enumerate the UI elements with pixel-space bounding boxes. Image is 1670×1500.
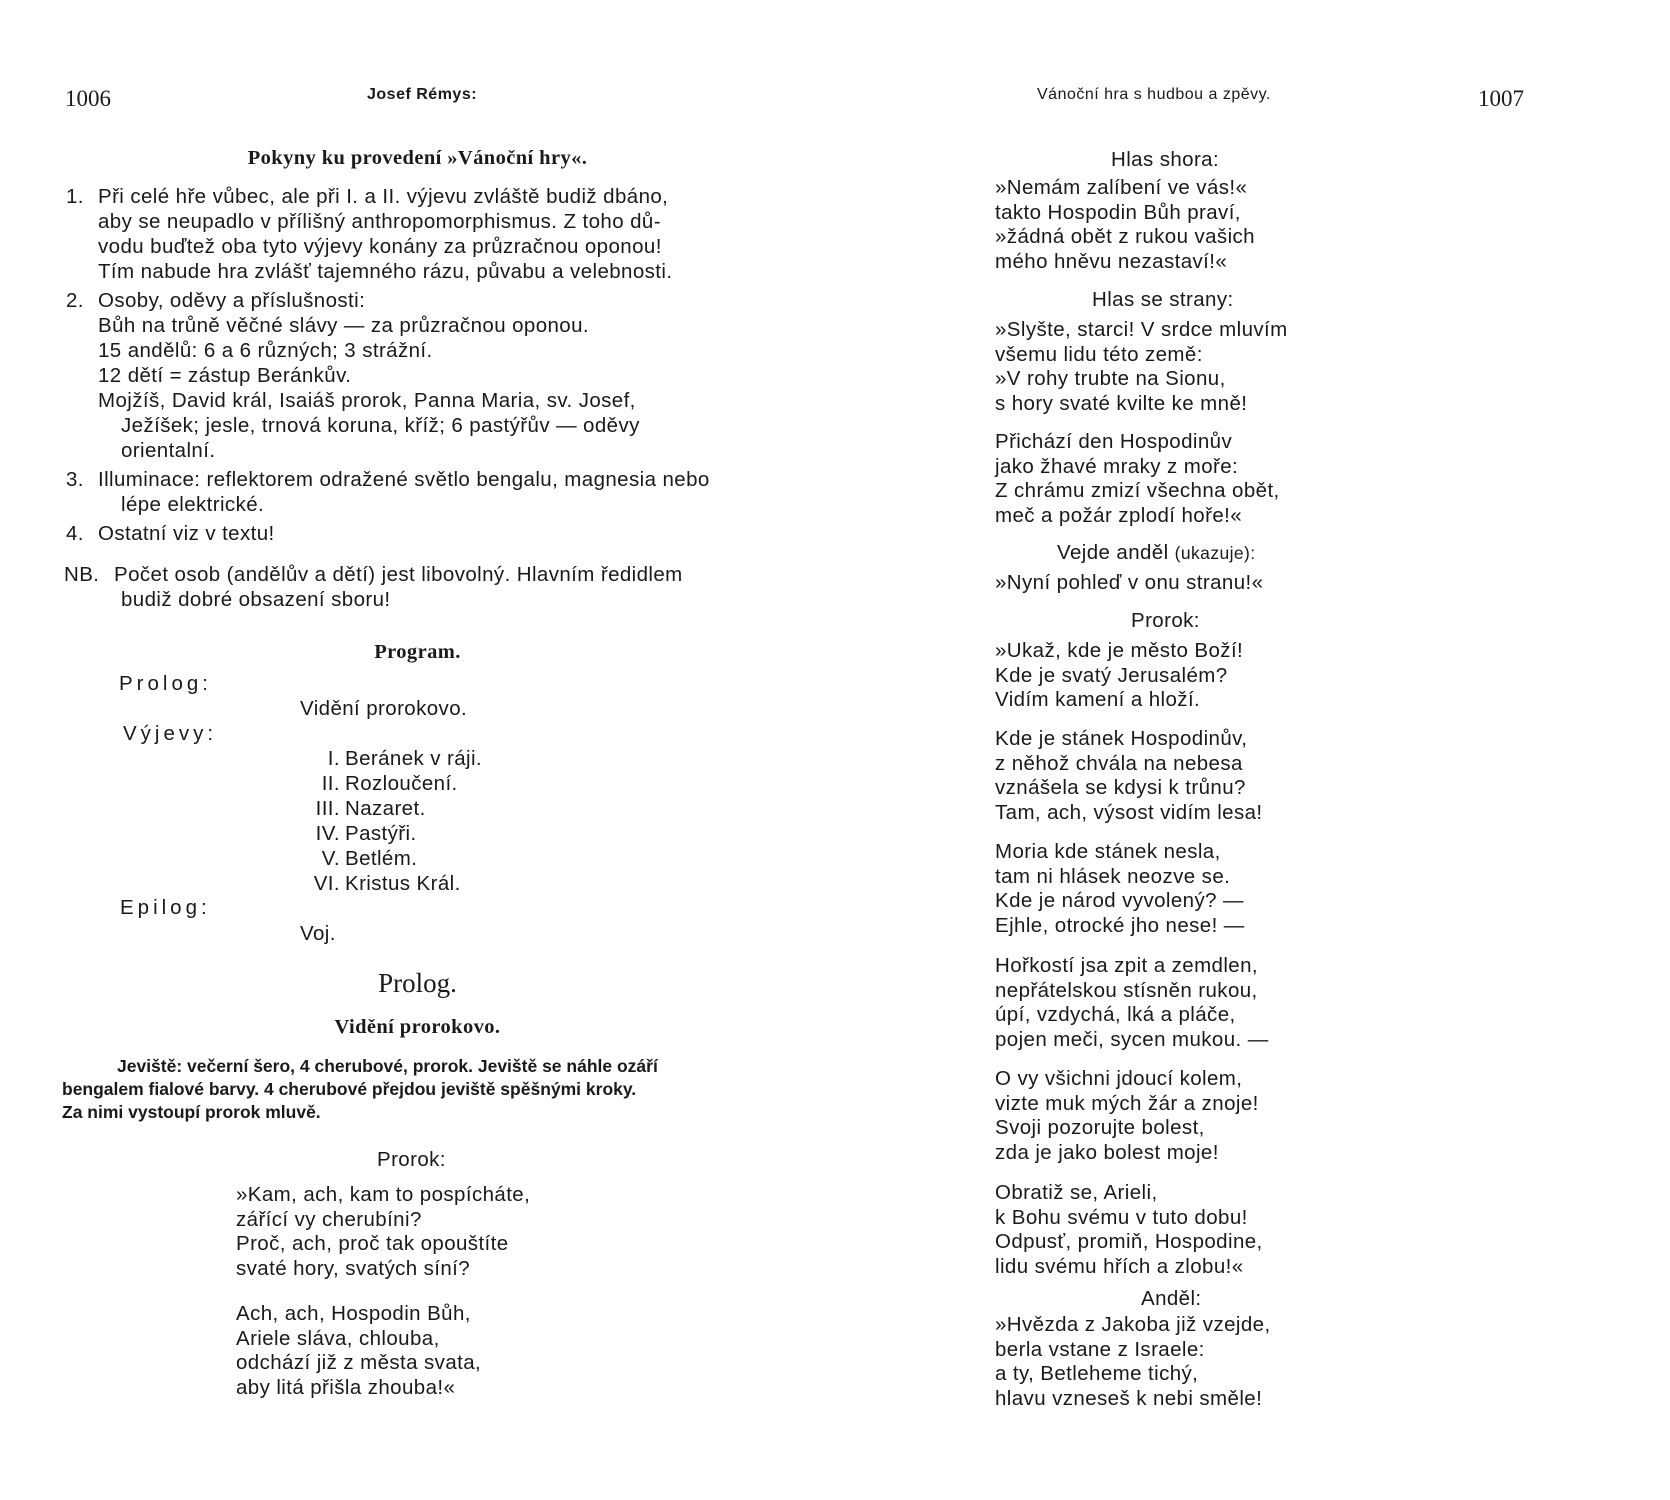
- verse-line: Ariele sláva, chlouba,: [236, 1326, 440, 1350]
- verse-line: vznášela se kdysi k trůnu?: [995, 776, 1246, 799]
- prolog-subheading: Vidění prorokovo.: [334, 1016, 501, 1038]
- verse-line: Tam, ach, výsost vidím lesa!: [995, 800, 1263, 824]
- verse-line: Odpusť, promiň, Hospodine,: [995, 1230, 1263, 1253]
- verse-line: Kde je stánek Hospodinův,: [995, 727, 1248, 750]
- verse-line: »Ukaž, kde je město Boží!: [995, 639, 1244, 662]
- running-head: Vánoční hra s hudbou a zpěvy.: [1037, 86, 1271, 103]
- verse-line: »Kam, ach, kam to pospícháte,: [236, 1183, 531, 1206]
- scene-number: III.: [315, 797, 340, 820]
- verse-line: odchází již z města svata,: [236, 1351, 482, 1374]
- instructions-title: Pokyny ku provedení »Vánoční hry«.: [247, 147, 588, 169]
- verse-line: Vidím kamení a hloží.: [995, 688, 1201, 711]
- scene-number: II.: [321, 772, 340, 795]
- item-line: Illuminace: reflektorem odražené světlo bengalu, magnesia nebo: [98, 468, 710, 491]
- item-line: Bůh na trůně věčné slávy — za průzračnou oponou.: [98, 314, 589, 337]
- verse-line: svaté hory, svatých síní?: [236, 1256, 471, 1280]
- verse-line: jako žhavé mraky z moře:: [995, 454, 1239, 478]
- verse-line: zářící vy cherubíni?: [236, 1207, 422, 1231]
- item-line: aby se neupadlo v přílišný anthropomorphismus. Z toho dů-: [98, 210, 661, 233]
- nb-label: NB.: [64, 563, 100, 586]
- speaker: Anděl:: [1141, 1287, 1202, 1310]
- verse-stanza: [995, 430, 1280, 528]
- speaker: [1057, 541, 1256, 566]
- right-page: [835, 0, 1670, 1500]
- verse-line: tam ni hlásek neozve se.: [995, 864, 1231, 888]
- verse-line: meč a požár zplodí hoře!«: [995, 503, 1243, 527]
- speaker: Hlas se strany:: [1092, 288, 1234, 311]
- item-number: 2.: [66, 289, 84, 312]
- verse-stanza: [995, 571, 1263, 596]
- verse-stanza: [995, 176, 1255, 274]
- verse-line: Kde je národ vyvolený? —: [995, 889, 1244, 912]
- verse-line: Ejhle, otrocké jho nese! —: [995, 913, 1245, 937]
- verse-line: »Slyšte, starci! V srdce mluvím: [995, 318, 1288, 341]
- verse-line: »V rohy trubte na Sionu,: [995, 367, 1226, 390]
- speaker: Hlas shora:: [1111, 148, 1220, 171]
- item-line: lépe elektrické.: [121, 493, 265, 516]
- verse-line: »žádná obět z rukou vašich: [995, 225, 1255, 248]
- scene-title: Nazaret.: [345, 797, 426, 820]
- program-title: Program.: [374, 641, 461, 663]
- verse-stanza: [236, 1183, 530, 1281]
- scene-number: IV.: [315, 822, 340, 845]
- verse-line: s hory svaté kvilte ke mně!: [995, 391, 1248, 415]
- verse-line: Přichází den Hospodinův: [995, 430, 1233, 453]
- item-number: 1.: [66, 185, 84, 208]
- item-line: Při celé hře vůbec, ale při I. a II. výjevu zvláště budiž dbáno,: [98, 185, 669, 208]
- verse-stanza: [236, 1302, 481, 1400]
- scene-number: VI.: [313, 872, 340, 895]
- prolog-value: Vidění prorokovo.: [300, 697, 468, 720]
- item-number: 3.: [66, 468, 84, 491]
- speaker: Prorok:: [1131, 609, 1200, 632]
- verse-line: Moria kde stánek nesla,: [995, 840, 1221, 863]
- scene-number: V.: [321, 847, 340, 870]
- verse-line: Proč, ach, proč tak opouštíte: [236, 1232, 509, 1255]
- scene-title: Beránek v ráji.: [345, 747, 483, 770]
- epilog-value: Voj.: [300, 922, 336, 945]
- verse-stanza: [995, 840, 1245, 938]
- verse-line: mého hněvu nezastaví!«: [995, 249, 1228, 273]
- scenes-label: Výjevy:: [123, 722, 218, 745]
- scene-title: Rozloučení.: [345, 772, 458, 795]
- verse-line: aby litá přišla zhouba!«: [236, 1375, 456, 1399]
- running-head: Josef Rémys:: [367, 86, 478, 103]
- item-line: orientalní.: [121, 439, 216, 462]
- verse-line: úpí, vzdychá, lká a pláče,: [995, 1003, 1236, 1026]
- verse-line: O vy všichni jdoucí kolem,: [995, 1067, 1243, 1090]
- nb-line: Počet osob (andělův a dětí) jest libovolný. Hlavním ředidlem: [114, 563, 683, 586]
- verse-line: Ach, ach, Hospodin Bůh,: [236, 1302, 471, 1325]
- item-line: Mojžíš, David král, Isaiáš prorok, Panna Maria, sv. Josef,: [98, 389, 636, 412]
- stage-line: bengalem fialové barvy. 4 cherubové přejdou jeviště spěšnými kroky.: [62, 1079, 637, 1099]
- epilog-label: Epilog:: [120, 896, 211, 919]
- item-line: Ostatní viz v textu!: [98, 522, 275, 545]
- verse-line: Svoji pozorujte bolest,: [995, 1116, 1205, 1139]
- verse-line: z něhož chvála na nebesa: [995, 751, 1243, 775]
- verse-line: takto Hospodin Bůh praví,: [995, 200, 1241, 224]
- scene-title: Pastýři.: [345, 822, 417, 845]
- item-line: Ježíšek; jesle, trnová koruna, kříž; 6 pastýřův — oděvy: [121, 414, 640, 437]
- verse-line: k Bohu svému v tuto dobu!: [995, 1205, 1248, 1229]
- verse-stanza: [995, 318, 1288, 416]
- verse-stanza: [995, 954, 1269, 1052]
- item-line: Tím nabude hra zvlášť tajemného rázu, půvabu a velebnosti.: [98, 260, 673, 283]
- verse-line: berla vstane z Israele:: [995, 1337, 1205, 1361]
- verse-line: lidu svému hřích a zlobu!«: [995, 1254, 1244, 1278]
- verse-line: pojen meči, sycen mukou. —: [995, 1027, 1269, 1051]
- verse-line: »Nyní pohleď v onu stranu!«: [995, 571, 1264, 594]
- verse-line: nepřátelskou stísněn rukou,: [995, 978, 1258, 1002]
- item-line: 12 dětí = zástup Beránkův.: [98, 364, 352, 387]
- verse-line: Kde je svatý Jerusalém?: [995, 663, 1228, 687]
- scene-title: Kristus Král.: [345, 872, 461, 895]
- item-number: 4.: [66, 522, 84, 545]
- page-number: 1007: [1478, 86, 1524, 111]
- speaker: Prorok:: [377, 1148, 446, 1171]
- verse-stanza: [995, 1067, 1259, 1165]
- verse-line: Obratiž se, Arieli,: [995, 1181, 1158, 1204]
- verse-line: a ty, Betleheme tichý,: [995, 1362, 1199, 1385]
- nb-line: budiž dobré obsazení sboru!: [121, 588, 391, 611]
- stage-line: Za nimi vystoupí prorok mluvě.: [62, 1102, 321, 1122]
- verse-line: Hořkostí jsa zpit a zemdlen,: [995, 954, 1258, 977]
- speaker-name: Vejde anděl: [1057, 541, 1169, 564]
- item-line: 15 andělů: 6 a 6 různých; 3 strážní.: [98, 339, 433, 362]
- verse-stanza: [995, 639, 1243, 713]
- speaker-note: (ukazuje):: [1174, 543, 1256, 563]
- scene-title: Betlém.: [345, 847, 418, 870]
- item-line: vodu buďtež oba tyto výjevy konány za průzračnou oponou!: [98, 235, 662, 258]
- verse-line: »Hvězda z Jakoba již vzejde,: [995, 1313, 1271, 1336]
- verse-stanza: [995, 727, 1263, 825]
- verse-line: »Nemám zalíbení ve vás!«: [995, 176, 1248, 199]
- prolog-label: Prolog:: [119, 672, 212, 695]
- verse-stanza: [995, 1313, 1271, 1411]
- prolog-heading: Prolog.: [378, 968, 457, 998]
- verse-stanza: [995, 1181, 1263, 1279]
- verse-line: hlavu vzneseš k nebi směle!: [995, 1386, 1263, 1410]
- item-line: Osoby, oděvy a příslušnosti:: [98, 289, 366, 312]
- verse-line: všemu lidu této země:: [995, 342, 1203, 366]
- scene-number: I.: [327, 747, 340, 770]
- verse-line: Z chrámu zmizí všechna obět,: [995, 479, 1280, 502]
- verse-line: vizte muk mých žár a znoje!: [995, 1091, 1259, 1115]
- page-number: 1006: [65, 86, 111, 111]
- verse-line: zda je jako bolest moje!: [995, 1140, 1219, 1164]
- stage-line: Jeviště: večerní šero, 4 cherubové, prorok. Jeviště se náhle ozáří: [117, 1056, 658, 1076]
